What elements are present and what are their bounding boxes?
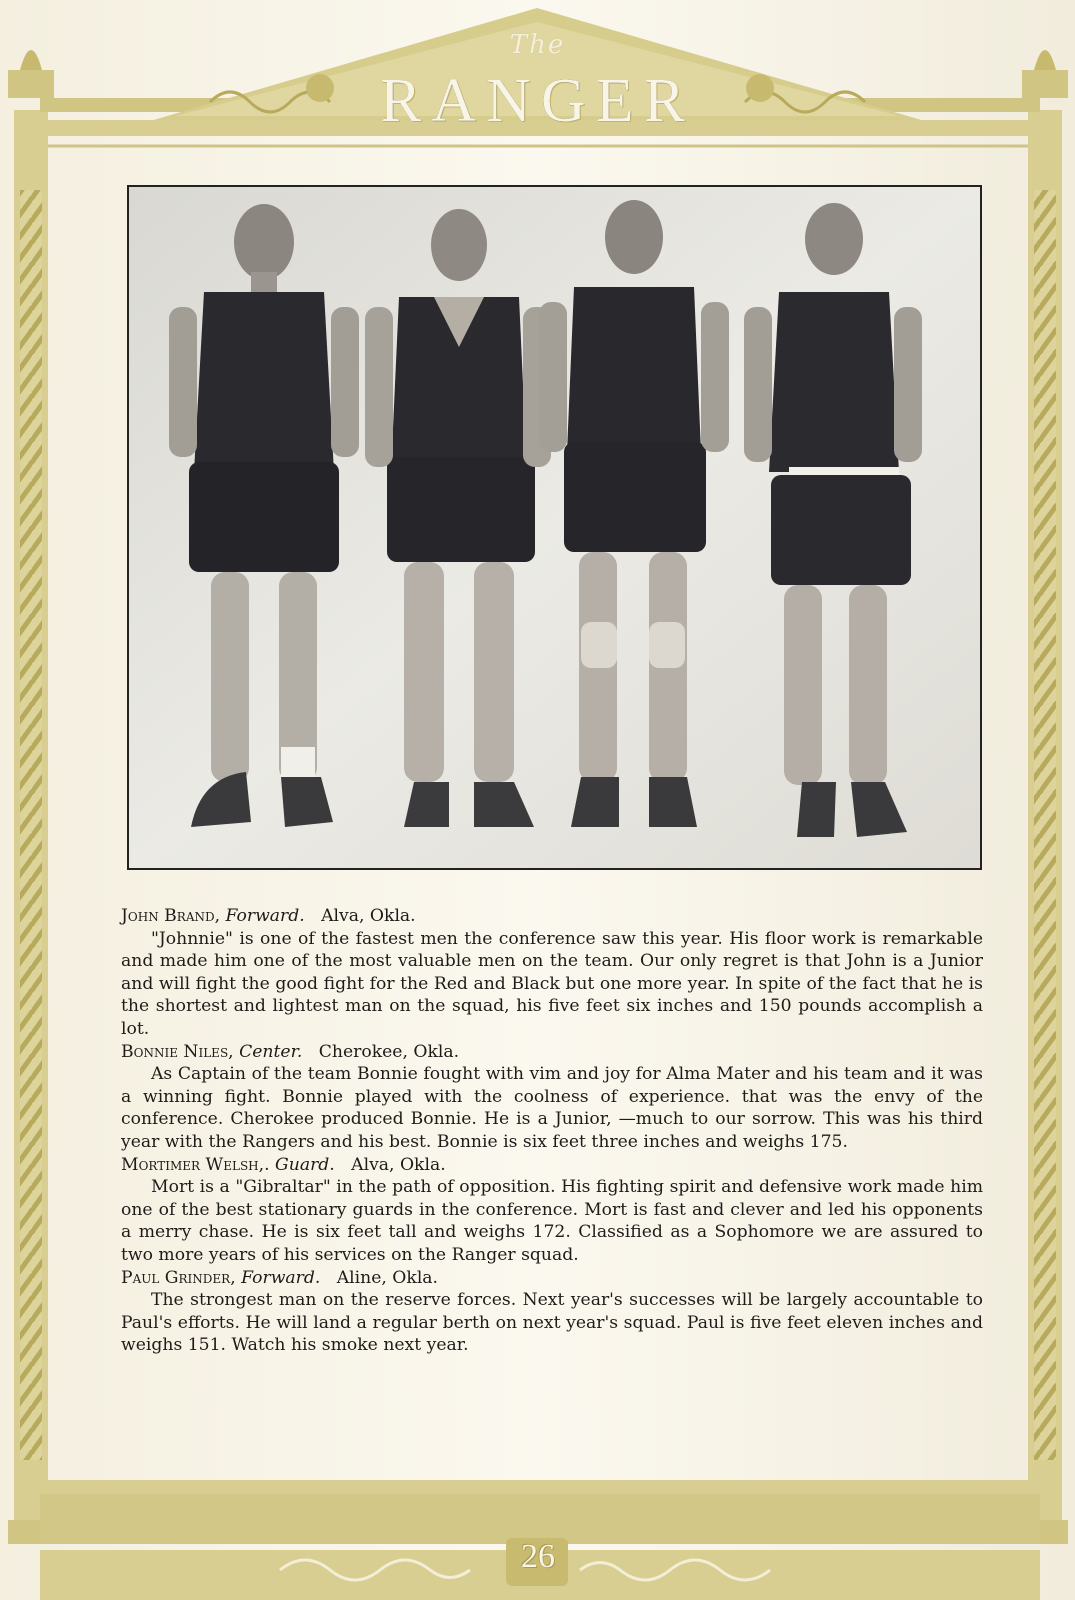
player-descriptions	[121, 905, 983, 1357]
player-description-3: Mort is a "Gibraltar" in the path of opposition. His fighting spirit and defensive work made him one of the best stationary guards in the conference. Mort is fast and clever and led his opponents a merry chase. He is six feet tall and weighs 172. Classified as a Sophomore we are assured to two more years of his services on the Ranger squad.	[121, 1177, 983, 1265]
player-position: Center.	[239, 1041, 303, 1062]
player-heading-1	[121, 905, 983, 928]
player-description-4: The strongest man on the reserve forces. Next year's successes will be largely accountable to Paul's efforts. He will land a regular berth on next year's squad. Paul is five feet eleven inches and weighs 151. Watch his smoke next year.	[121, 1290, 983, 1356]
right-rope-column	[1034, 190, 1056, 1460]
header-ranger-title: RANGER	[380, 67, 695, 135]
team-photo	[127, 185, 982, 870]
page-number: 26	[521, 1538, 555, 1575]
footer-band	[40, 1494, 1040, 1544]
player-heading-2	[121, 1041, 983, 1064]
player-name: Mortimer Welsh,.	[121, 1154, 270, 1175]
player-name: Bonnie Niles,	[121, 1041, 234, 1062]
player-position: Guard.	[275, 1154, 335, 1175]
player-hometown: Alva, Okla.	[351, 1154, 446, 1175]
player-hometown: Alva, Okla.	[321, 906, 416, 926]
player-heading-4	[121, 1267, 983, 1290]
player-name: John Brand,	[121, 906, 221, 926]
player-description-2: As Captain of the team Bonnie fought with vim and joy for Alma Mater and his team and it was a winning fight. Bonnie played with the coolness of experience. that was the envy of the conference. Cherokee produced Bonnie. He is a Junior, —much to our sorrow. This was his third year with the Rangers and his best. Bonnie is six feet three inches and weighs 175.	[121, 1064, 983, 1152]
player-position: Forward.	[241, 1267, 321, 1288]
player-hometown: Aline, Okla.	[336, 1267, 439, 1288]
header-the: The	[509, 30, 566, 60]
player-description-1: "Johnnie" is one of the fastest men the conference saw this year. His floor work is remarkable and made him one of the most valuable men on the team. Our only regret is that John is a Junior and will fight the good fight for the Red and Black but one more year. In spite of the fact that he is the shortest and lightest man on the squad, his five feet six inches and 150 pounds accomplish a lot.	[121, 928, 983, 1039]
left-rope-column	[20, 190, 42, 1460]
player-heading-3	[121, 1154, 983, 1177]
player-hometown: Cherokee, Okla.	[318, 1041, 460, 1062]
player-name: Paul Grinder,	[121, 1267, 236, 1288]
player-position: Forward.	[225, 906, 305, 926]
